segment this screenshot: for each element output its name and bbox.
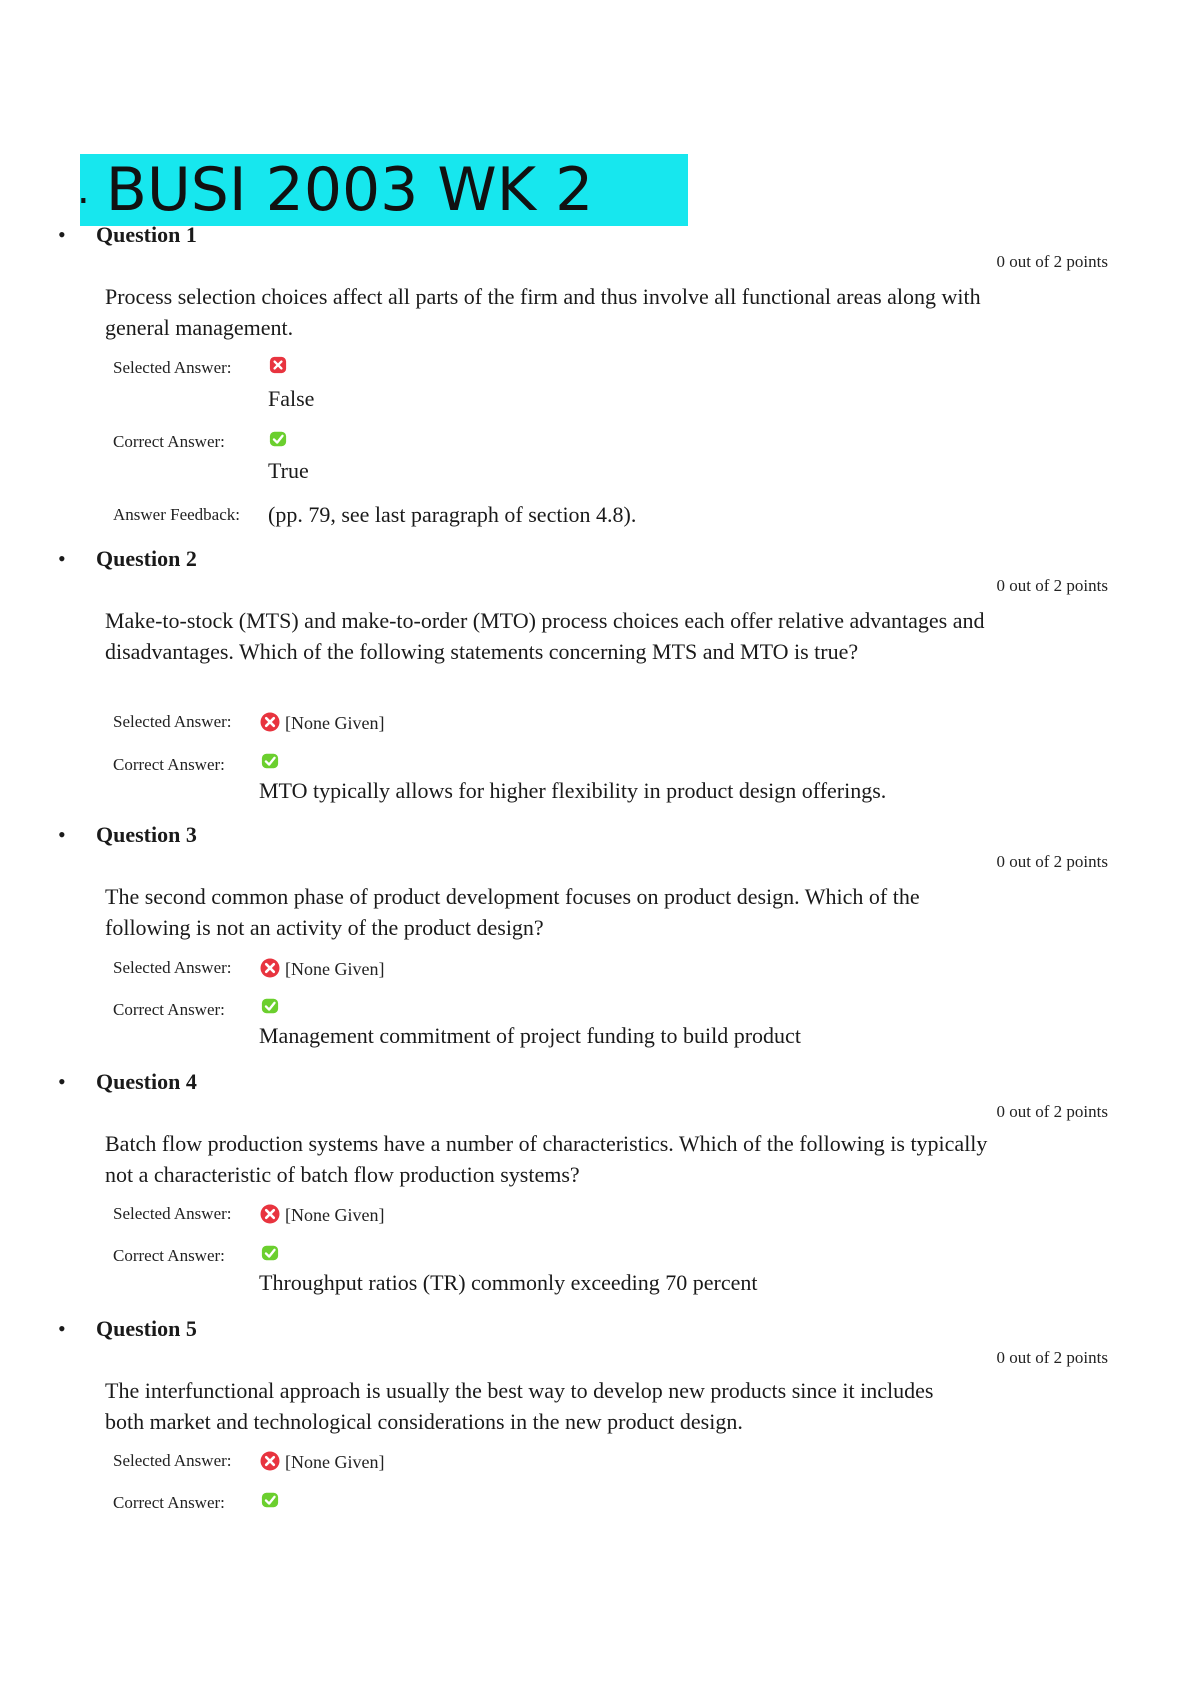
- question-text: The second common phase of product development focuses on product design. Which of the following is not an activity of the product design?: [105, 884, 920, 940]
- x-circle-icon: [260, 958, 280, 978]
- question-heading: Question 2: [96, 546, 197, 571]
- answer-feedback-label: Answer Feedback:: [113, 505, 240, 524]
- question-points: 0 out of 2 points: [996, 1102, 1108, 1121]
- question-points: 0 out of 2 points: [996, 252, 1108, 271]
- question-heading: Question 4: [96, 1069, 197, 1094]
- check-icon: [269, 430, 287, 448]
- question-text: The interfunctional approach is usually the best way to develop new products since it includes both market and technological considerations in the new product design.: [105, 1378, 934, 1434]
- x-circle-icon: [260, 712, 280, 732]
- correct-answer-label: Correct Answer:: [113, 755, 225, 774]
- selected-answer-value: [None Given]: [285, 1452, 385, 1472]
- check-icon: [261, 752, 279, 770]
- selected-answer-label: Selected Answer:: [113, 358, 232, 377]
- bullet: •: [58, 1316, 66, 1341]
- selected-answer-value: False: [268, 386, 315, 411]
- question-points: 0 out of 2 points: [996, 576, 1108, 595]
- selected-answer-label: Selected Answer:: [113, 958, 232, 977]
- question-heading: Question 1: [96, 222, 197, 247]
- question-text: Batch flow production systems have a number of characteristics. Which of the following is typically not a characteristic of batch flow production systems?: [105, 1131, 988, 1187]
- bullet: •: [58, 546, 66, 571]
- question-text: Process selection choices affect all parts of the firm and thus involve all functional areas along with general management.: [105, 284, 981, 340]
- selected-answer-label: Selected Answer:: [113, 712, 232, 731]
- question-text: Make-to-stock (MTS) and make-to-order (MTO) process choices each offer relative advantages and disadvantages. Which of the following statements concerning MTS and MTO is true?: [105, 608, 985, 664]
- correct-answer-value: True: [268, 458, 309, 483]
- bullet: •: [58, 1069, 66, 1094]
- correct-answer-value: Management commitment of project funding to build product: [259, 1023, 801, 1048]
- title-dot: .: [77, 167, 90, 213]
- correct-answer-label: Correct Answer:: [113, 1246, 225, 1265]
- check-icon: [261, 1491, 279, 1509]
- bullet: •: [58, 222, 66, 247]
- selected-answer-value: [None Given]: [285, 959, 385, 979]
- bullet: •: [58, 822, 66, 847]
- selected-answer-value: [None Given]: [285, 713, 385, 733]
- correct-answer-value: MTO typically allows for higher flexibility in product design offerings.: [259, 778, 887, 803]
- correct-answer-label: Correct Answer:: [113, 1493, 225, 1512]
- correct-answer-label: Correct Answer:: [113, 432, 225, 451]
- question-heading: Question 3: [96, 822, 197, 847]
- check-icon: [261, 997, 279, 1015]
- answer-feedback-value: (pp. 79, see last paragraph of section 4.8).: [268, 502, 637, 527]
- question-heading: Question 5: [96, 1316, 197, 1341]
- x-circle-icon: [260, 1451, 280, 1471]
- question-points: 0 out of 2 points: [996, 1348, 1108, 1367]
- title-banner: [77, 154, 688, 226]
- selected-answer-label: Selected Answer:: [113, 1204, 232, 1223]
- x-circle-icon: [260, 1204, 280, 1224]
- correct-answer-label: Correct Answer:: [113, 1000, 225, 1019]
- selected-answer-value: [None Given]: [285, 1205, 385, 1225]
- page-title: BUSI 2003 WK 2: [105, 155, 594, 225]
- correct-answer-value: Throughput ratios (TR) commonly exceeding 70 percent: [259, 1270, 758, 1295]
- x-circle-icon: [269, 356, 287, 374]
- question-points: 0 out of 2 points: [996, 852, 1108, 871]
- selected-answer-label: Selected Answer:: [113, 1451, 232, 1470]
- check-icon: [261, 1244, 279, 1262]
